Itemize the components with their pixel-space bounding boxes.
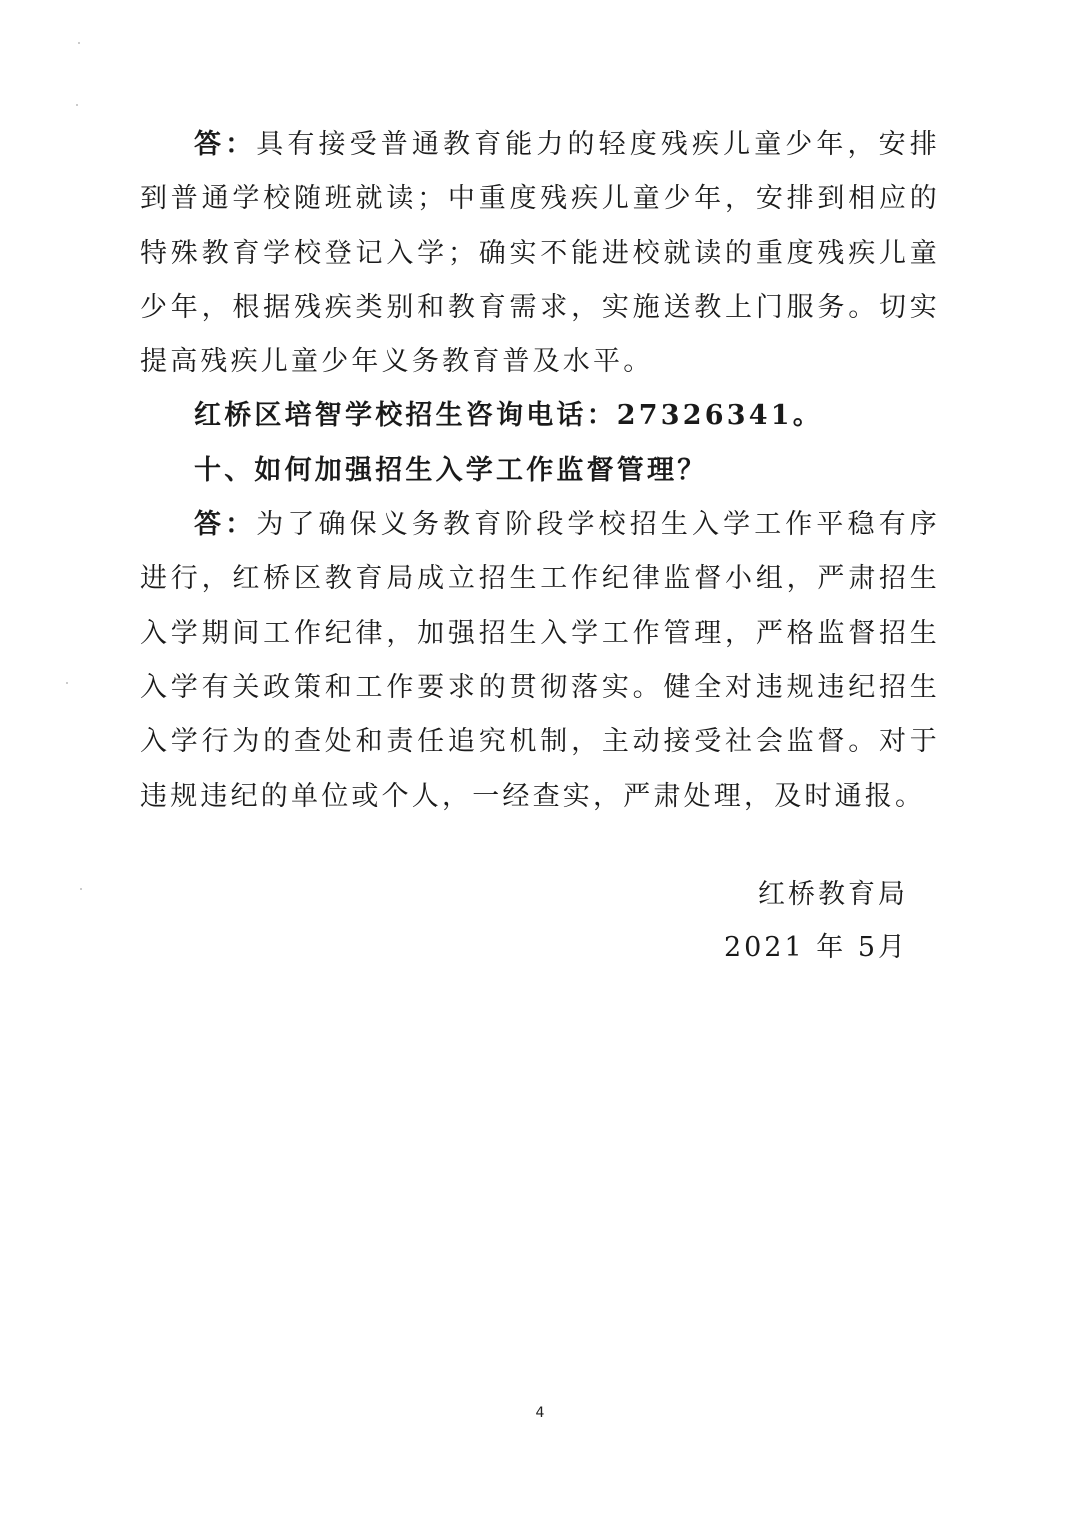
signature-block xyxy=(724,868,908,974)
question-heading: 十、如何加强招生入学工作监督管理？ xyxy=(194,454,708,486)
answer-paragraph-2 xyxy=(140,498,940,824)
answer-text: 具有接受普通教育能力的轻度残疾儿童少年，安排到普通学校随班就读；中重度残疾儿童少年，安排到相应的特殊教育学校登记入学；确实不能进校就读的重度残疾儿童少年，根据残疾类别和教育需求，实施送教上门服务。切实提高残疾儿童少年义务教育普及水平。 xyxy=(140,129,940,378)
document-body xyxy=(140,118,940,824)
answer-text: 为了确保义务教育阶段学校招生入学工作平稳有序进行，红桥区教育局成立招生工作纪律监督小组，严肃招生入学期间工作纪律，加强招生入学工作管理，严格监督招生入学有关政策和工作要求的贯彻落实。健全对违规违纪招生入学行为的查处和责任追究机制，主动接受社会监督。对于违规违纪的单位或个人，一经查实，严肃处理，及时通报。 xyxy=(140,509,940,812)
scan-speck xyxy=(66,682,68,684)
consult-phone-line: 红桥区培智学校招生咨询电话：27326341。 xyxy=(194,400,823,432)
scan-speck xyxy=(76,104,78,106)
page-number: 4 xyxy=(535,1405,545,1421)
signature-org: 红桥教育局 xyxy=(758,879,908,910)
answer-label: 答： xyxy=(194,509,257,541)
answer-label: 答： xyxy=(194,129,257,160)
answer-paragraph-1 xyxy=(140,118,940,389)
signature-date: 2021 年 5月 xyxy=(723,932,908,963)
scan-speck xyxy=(78,42,80,44)
scan-speck xyxy=(80,888,82,890)
